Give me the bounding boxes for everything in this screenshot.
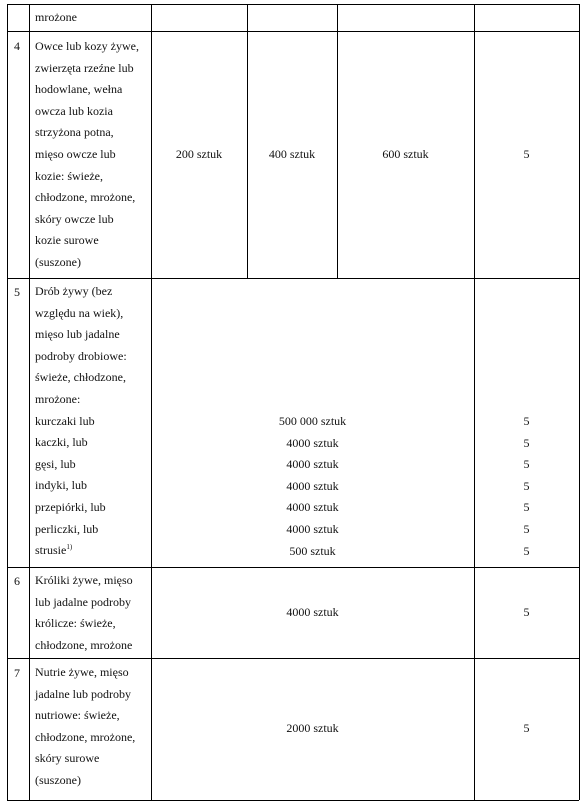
row-7-last-col: 5 xyxy=(523,721,530,735)
row-6-quantity: 4000 sztuk xyxy=(286,605,339,619)
row-4-col-1: 200 sztuk xyxy=(175,147,223,161)
footnote-marker: 1) xyxy=(66,543,73,552)
document-table: mrożone 4 Owce lub kozy żywe, zwierzęta rzeźne lub hodowlane, wełna owcza lub kozia strzyżona potna, mięso owcze lub kozie: świeże, chłodzone, mrożone, skóry owcze lub kozie surowe (suszone) 200 sztuk 400 sztuk 600 sztuk 5 5 Drób żywy (bez względu na wiek), mięso lub jadalne podroby drobiowe: świeże, chłodzone, mrożone: kurczaki lub kaczki, lub gęsi, lub indyki, lub przepiórki, lub perliczki, lub strusie$^{1)}$ 500 000 sztuk 4000 sztuk 4000 sztuk 4000 sztuk 4000 sztuk 4000 sztuk 500 sztuk 5 5 5 5 5 5 5 6 Króliki żywe, mięso lub jadalne podroby królicze: świeże, chłodzone, mrożone 4000 sztuk 5 7 Nutrie żywe, mięso jadalne lub podroby nutriowe: świeże, chłodzone, mrożone, skóry surowe (suszone) 2000 sztuk 5 xyxy=(0,0,587,806)
row-7-quantity: 2000 sztuk xyxy=(286,721,339,735)
row-6-last-col: 5 xyxy=(523,605,530,619)
row-4-col-4: 5 xyxy=(523,147,530,161)
row-6-number: 6 xyxy=(14,574,20,588)
row-4-number: 4 xyxy=(14,39,20,53)
row-4-col-3: 600 sztuk xyxy=(382,147,429,161)
row-4-col-2: 400 sztuk xyxy=(268,147,316,161)
row-5-number: 5 xyxy=(14,285,20,299)
row-0-desc: mrożone xyxy=(35,10,77,24)
row-7-number: 7 xyxy=(14,666,20,680)
